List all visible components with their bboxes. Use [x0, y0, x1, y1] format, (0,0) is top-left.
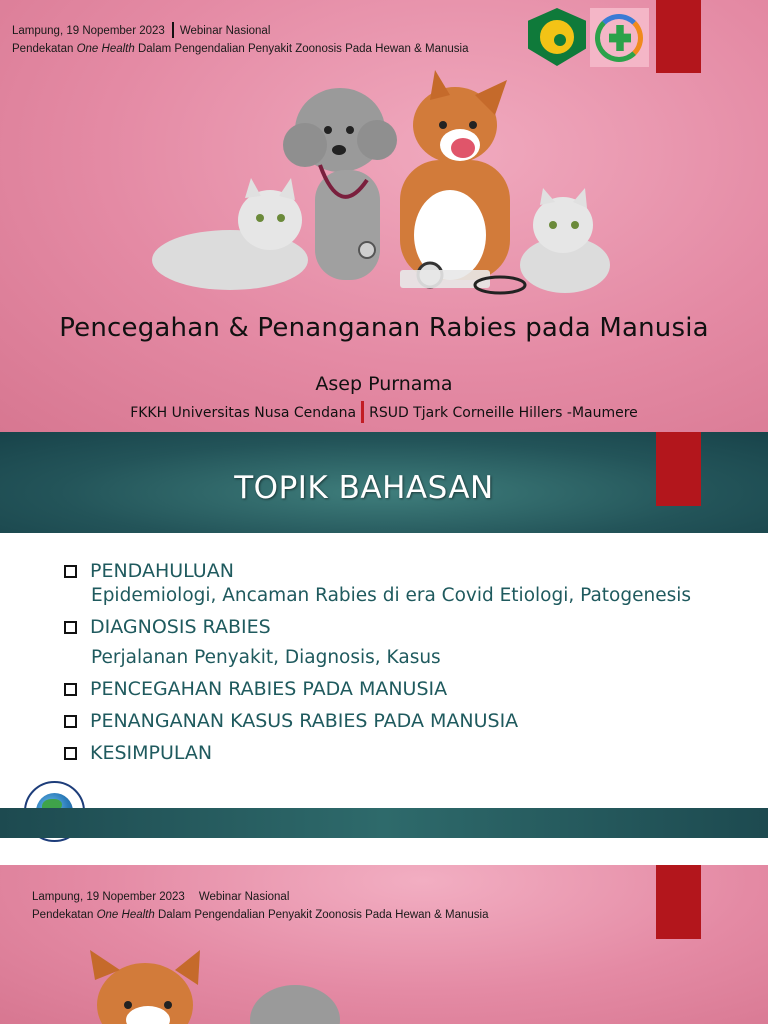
checkbox-bullet-icon [64, 683, 77, 696]
checkbox-bullet-icon [64, 621, 77, 634]
header-divider [172, 22, 174, 38]
event-subtitle-rest: Dalam Pengendalian Penyakit Zoonosis Pada Hewan & Manusia [134, 43, 469, 55]
presenter-affiliation [0, 401, 768, 423]
topic-label: PENCEGAHAN RABIES PADA MANUSIA [90, 678, 448, 700]
event-date: Lampung, 19 Nopember 2023 [32, 891, 185, 903]
one-health-logo [590, 8, 649, 67]
event-type: Webinar Nasional [198, 891, 290, 903]
topic-item [64, 742, 754, 764]
university-logo [528, 8, 586, 66]
topic-item [64, 560, 754, 582]
red-accent-tab [656, 865, 701, 939]
checkbox-bullet-icon [64, 715, 77, 728]
event-header [32, 888, 488, 924]
topic-item [64, 678, 754, 700]
checkbox-bullet-icon [64, 747, 77, 760]
checkbox-bullet-icon [64, 565, 77, 578]
event-date: Lampung, 19 Nopember 2023 [12, 25, 165, 37]
one-health-text: One Health [76, 43, 135, 55]
topic-subtext: Epidemiologi, Ancaman Rabies di era Covid Etiologi, Patogenesis [91, 585, 692, 606]
event-subtitle-rest: Dalam Pengendalian Penyakit Zoonosis Pada Hewan & Manusia [154, 909, 489, 921]
topics-footer-band [0, 808, 768, 838]
affiliation-divider [361, 401, 364, 423]
topic-label: DIAGNOSIS RABIES [90, 616, 271, 638]
event-subtitle-prefix: Pendekatan [12, 43, 77, 55]
affiliation-primary: FKKH Universitas Nusa Cendana [130, 405, 357, 421]
presenter-name: Asep Purnama [315, 373, 453, 395]
topics-heading: TOPIK BAHASAN [234, 470, 494, 506]
event-type: Webinar Nasional [179, 25, 271, 37]
topic-item [64, 616, 754, 638]
one-health-text: One Health [96, 909, 155, 921]
topic-list [64, 560, 754, 764]
topic-label: PENANGANAN KASUS RABIES PADA MANUSIA [90, 710, 519, 732]
topic-item [64, 710, 754, 732]
presentation-title: Pencegahan & Penanganan Rabies pada Manusia [59, 313, 709, 343]
topic-label: PENDAHULUAN [90, 560, 234, 582]
affiliation-secondary: RSUD Tjark Corneille Hillers -Maumere [369, 405, 638, 421]
event-header [12, 22, 468, 58]
topic-label: KESIMPULAN [90, 742, 213, 764]
title-slide [0, 0, 768, 432]
topic-subtext: Perjalanan Penyakit, Diagnosis, Kasus [91, 647, 441, 668]
event-subtitle-prefix: Pendekatan [32, 909, 97, 921]
red-accent-tab [656, 0, 701, 73]
pets-photo [80, 950, 340, 1024]
pets-photo [145, 70, 615, 310]
